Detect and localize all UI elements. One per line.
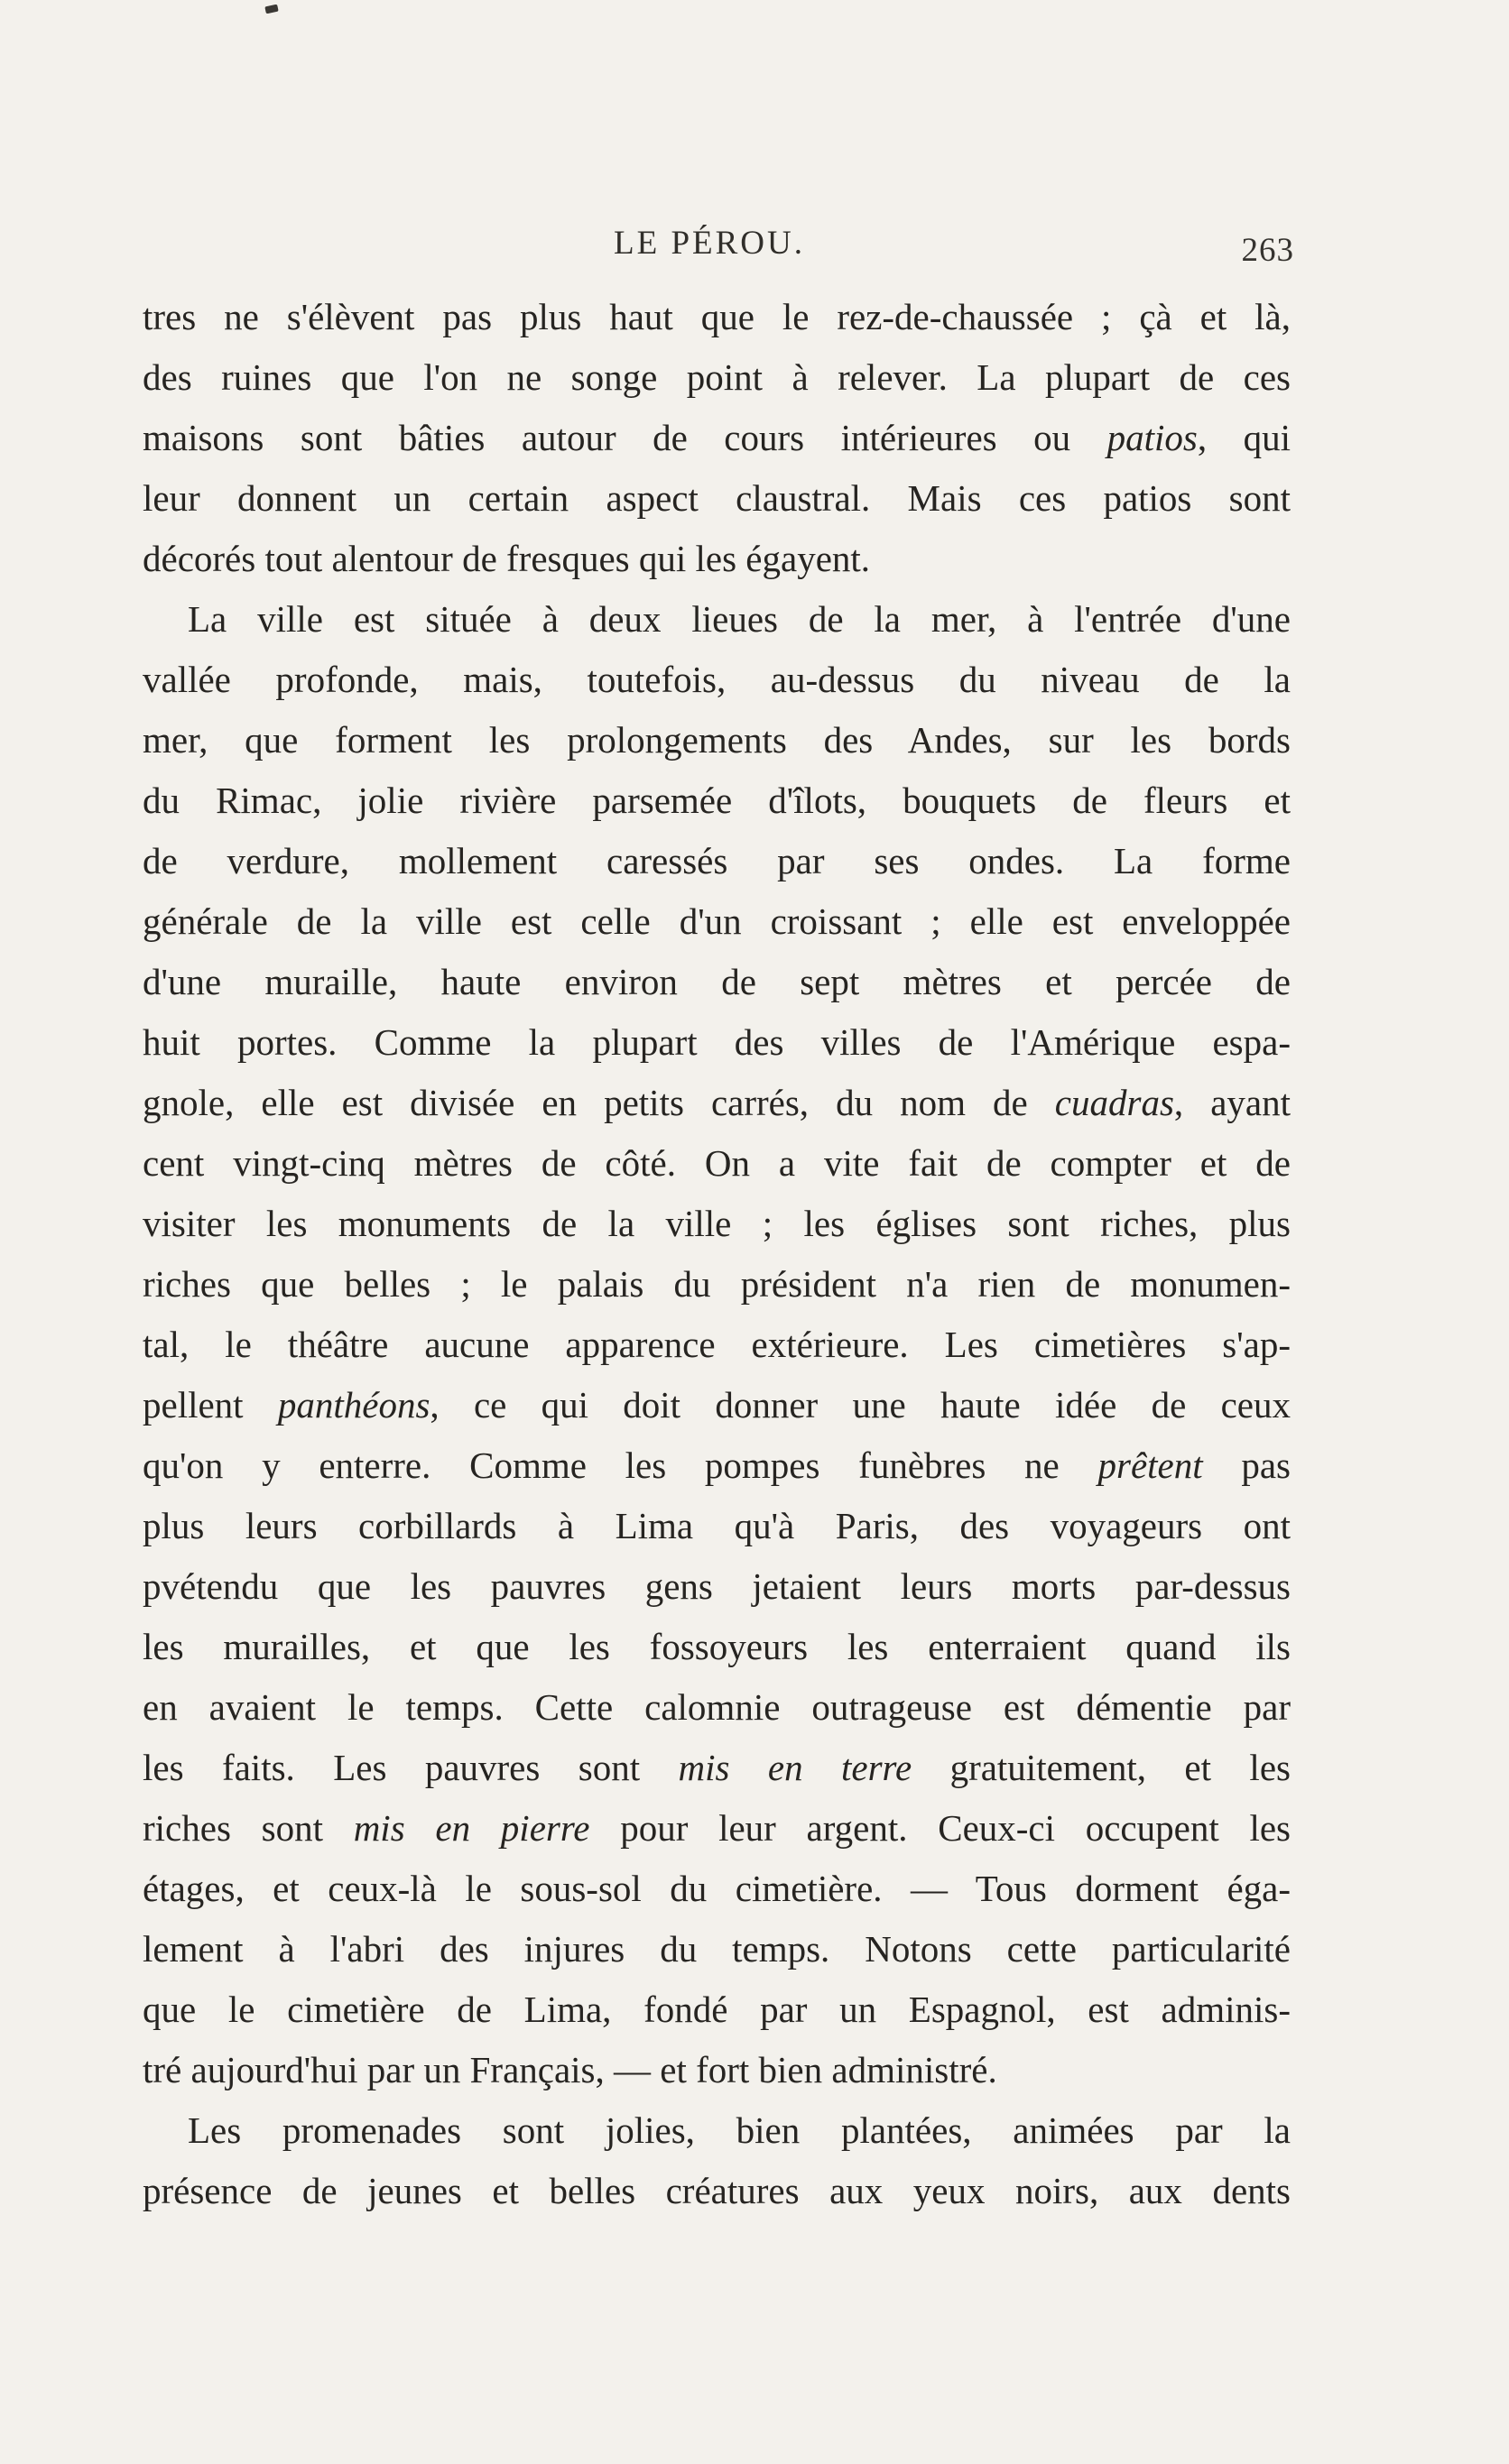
- text-line: de verdure, mollement caressés par ses ondes. La forme: [143, 840, 1291, 881]
- text-line: visiter les monuments de la ville ; les églises sont riches, plus: [143, 1203, 1291, 1244]
- text-line: d'une muraille, haute environ de sept mètres et percée de: [143, 961, 1291, 1002]
- italic-text: mis en pierre: [353, 1807, 590, 1849]
- text-segment: , ayant: [1173, 1082, 1291, 1123]
- text-line: huit portes. Comme la plupart des villes de l'Amérique espa-: [143, 1021, 1291, 1063]
- text-segment: qu'on y enterre. Comme les pompes funèbres ne: [143, 1444, 1098, 1486]
- text-line: tal, le théâtre aucune apparence extérieure. Les cimetières s'ap-: [143, 1324, 1291, 1365]
- text-segment: maisons sont bâties autour de cours intérieures ou: [143, 417, 1107, 458]
- text-line: cent vingt-cinq mètres de côté. On a vite fait de compter et de: [143, 1142, 1291, 1184]
- text-line: des ruines que l'on ne songe point à relever. La plupart de ces: [143, 356, 1291, 398]
- text-segment: pas: [1202, 1444, 1291, 1486]
- text-line: présence de jeunes et belles créatures aux yeux noirs, aux dents: [143, 2170, 1291, 2211]
- text-line: [143, 1435, 1291, 1496]
- ink-mark: [264, 5, 278, 14]
- text-line: leur donnent un certain aspect claustral. Mais ces patios sont: [143, 477, 1291, 519]
- text-line: [143, 1738, 1291, 1798]
- text-line: plus leurs corbillards à Lima qu'à Paris, des voyageurs ont: [143, 1505, 1291, 1546]
- text-line: générale de la ville est celle d'un croissant ; elle est enveloppée: [143, 900, 1291, 942]
- text-line: vallée profonde, mais, toutefois, au-dessus du niveau de la: [143, 659, 1291, 700]
- text-segment: pellent: [143, 1384, 278, 1426]
- text-line: décorés tout alentour de fresques qui les égayent.: [143, 538, 871, 579]
- italic-text: panthéons: [277, 1384, 430, 1426]
- text-line: étages, et ceux-là le sous-sol du cimetière. — Tous dorment éga-: [143, 1868, 1291, 1909]
- italic-text: patios: [1106, 417, 1198, 458]
- text-segment: , ce qui doit donner une haute idée de ceux: [430, 1384, 1291, 1426]
- text-line: que le cimetière de Lima, fondé par un Espagnol, est adminis-: [143, 1989, 1291, 2030]
- text-line: [143, 408, 1291, 468]
- italic-text: prêtent: [1097, 1444, 1203, 1486]
- text-line: La ville est située à deux lieues de la mer, à l'entrée d'une: [188, 598, 1291, 640]
- text-segment: gnole, elle est divisée en petits carrés, du nom de: [143, 1082, 1055, 1123]
- text-line: du Rimac, jolie rivière parsemée d'îlots, bouquets de fleurs et: [143, 780, 1291, 821]
- running-head: [144, 224, 1309, 269]
- text-segment: riches sont: [143, 1807, 354, 1849]
- text-line: les murailles, et que les fossoyeurs les enterraient quand ils: [143, 1626, 1291, 1667]
- text-segment: les faits. Les pauvres sont: [143, 1747, 679, 1788]
- text-line: lement à l'abri des injures du temps. Notons cette particularité: [143, 1928, 1291, 1970]
- text-line: tré aujourd'hui par un Français, — et fort bien administré.: [143, 2049, 997, 2090]
- italic-text: cuadras: [1054, 1082, 1174, 1123]
- italic-text: mis en terre: [678, 1747, 912, 1788]
- text-line: tres ne s'élèvent pas plus haut que le rez-de-chaussée ; çà et là,: [143, 296, 1291, 337]
- text-segment: gratuitement, et les: [912, 1747, 1291, 1788]
- text-line: Les promenades sont jolies, bien plantées, animées par la: [188, 2109, 1291, 2151]
- page-number: 263: [1241, 232, 1294, 269]
- text-line: en avaient le temps. Cette calomnie outrageuse est démentie par: [143, 1686, 1291, 1728]
- text-line: riches que belles ; le palais du président n'a rien de monumen-: [143, 1263, 1291, 1305]
- text-segment: pour leur argent. Ceux-ci occupent les: [589, 1807, 1291, 1849]
- text-line: [143, 1375, 1291, 1435]
- text-line: [143, 1073, 1291, 1133]
- text-line: [143, 1798, 1291, 1859]
- text-segment: , qui: [1197, 417, 1291, 458]
- text-line: mer, que forment les prolongements des Andes, sur les bords: [143, 719, 1291, 761]
- running-title: LE PÉROU.: [614, 225, 805, 262]
- text-line: pvétendu que les pauvres gens jetaient leurs morts par-dessus: [143, 1565, 1291, 1607]
- body-text: [143, 287, 1291, 2221]
